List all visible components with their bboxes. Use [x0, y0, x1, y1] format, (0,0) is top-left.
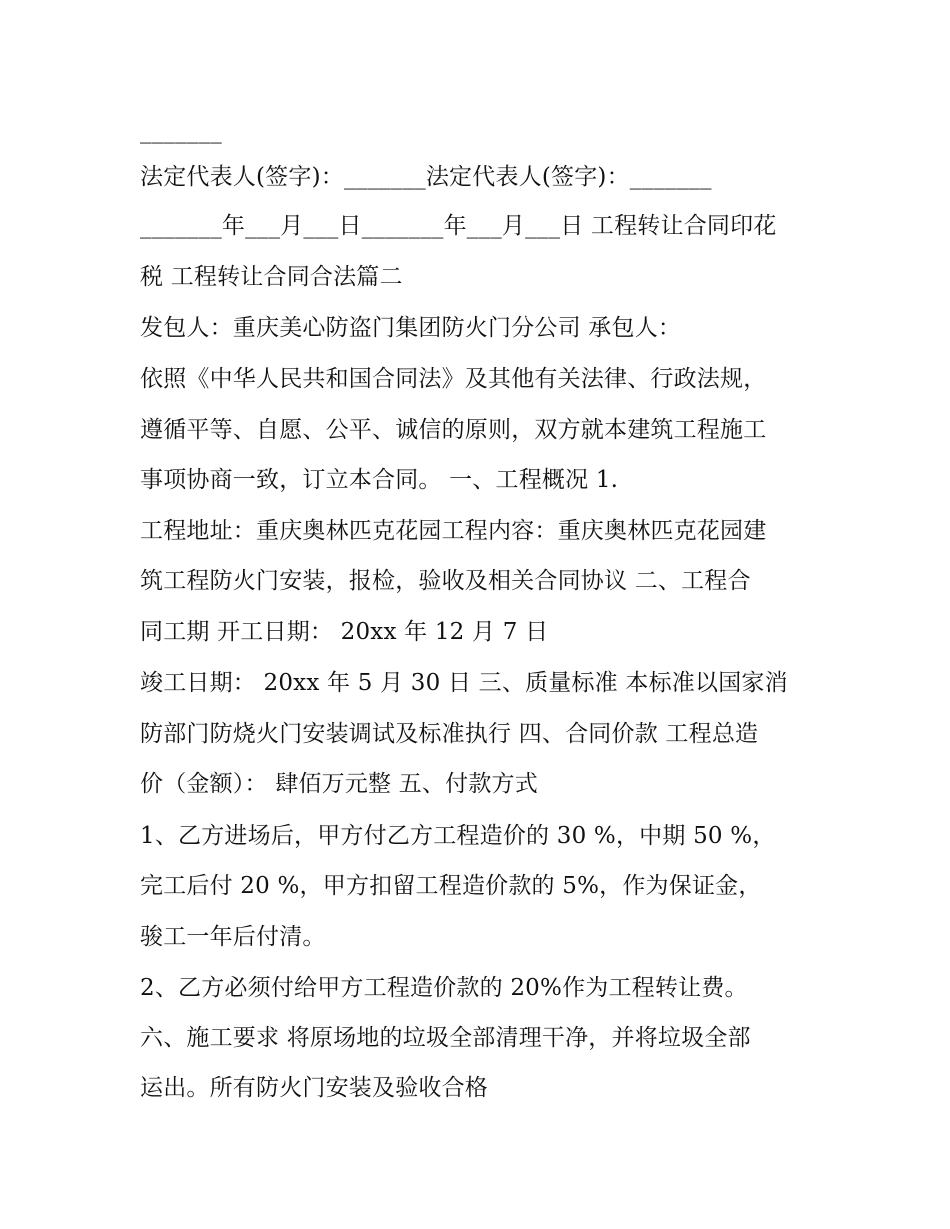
text-line: 骏工一年后付清。 [140, 924, 326, 950]
text-line: 税 工程转让合同合法篇二 [140, 264, 403, 290]
text-line: 依照《中华人民共和国合同法》及其他有关法律、行政法规， [140, 366, 767, 392]
text-line: 发包人：重庆美心防盗门集团防火门分公司 承包人： [140, 315, 682, 341]
text-line: 遵循平等、自愿、公平、诚信的原则，双方就本建筑工程施工 [140, 417, 767, 443]
text-line: _______年___月___日_______年___月___日 工程转让合同印花 [140, 213, 777, 239]
text-line: 1、乙方进场后，甲方付乙方工程造价的 30 %，中期 50 %， [140, 823, 776, 849]
text-line: 同工期 开工日期： 20xx 年 12 月 7 日 [140, 619, 549, 645]
text-line: 筑工程防火门安装，报检，验收及相关合同协议 二、工程合 [140, 568, 751, 594]
text-line: 完工后付 20 %，甲方扣留工程造价款的 5%，作为保证金， [140, 873, 762, 899]
text-line: 竣工日期： 20xx 年 5 月 30 日 三、质量标准 本标准以国家消 [140, 670, 788, 696]
text-line: 价（金额）： 肆佰万元整 五、付款方式 [140, 771, 538, 797]
text-line: 六、施工要求 将原场地的垃圾全部清理干净，并将垃圾全部 [140, 1025, 751, 1051]
text-line: 事项协商一致，订立本合同。 一、工程概况 1. [140, 467, 619, 493]
text-line: 工程地址：重庆奥林匹克花园工程内容：重庆奥林匹克花园建 [140, 518, 767, 544]
text-line: 防部门防烧火门安装调试及标准执行 四、合同价款 工程总造 [140, 721, 759, 747]
text-line: _______ [140, 118, 222, 144]
text-line: 法定代表人(签字)：_______法定代表人(签字)：_______ [140, 164, 712, 190]
text-line: 运出。所有防火门安装及验收合格 [140, 1075, 488, 1101]
text-line: 2、乙方必须付给甲方工程造价款的 20%作为工程转让费。 [140, 975, 748, 1001]
